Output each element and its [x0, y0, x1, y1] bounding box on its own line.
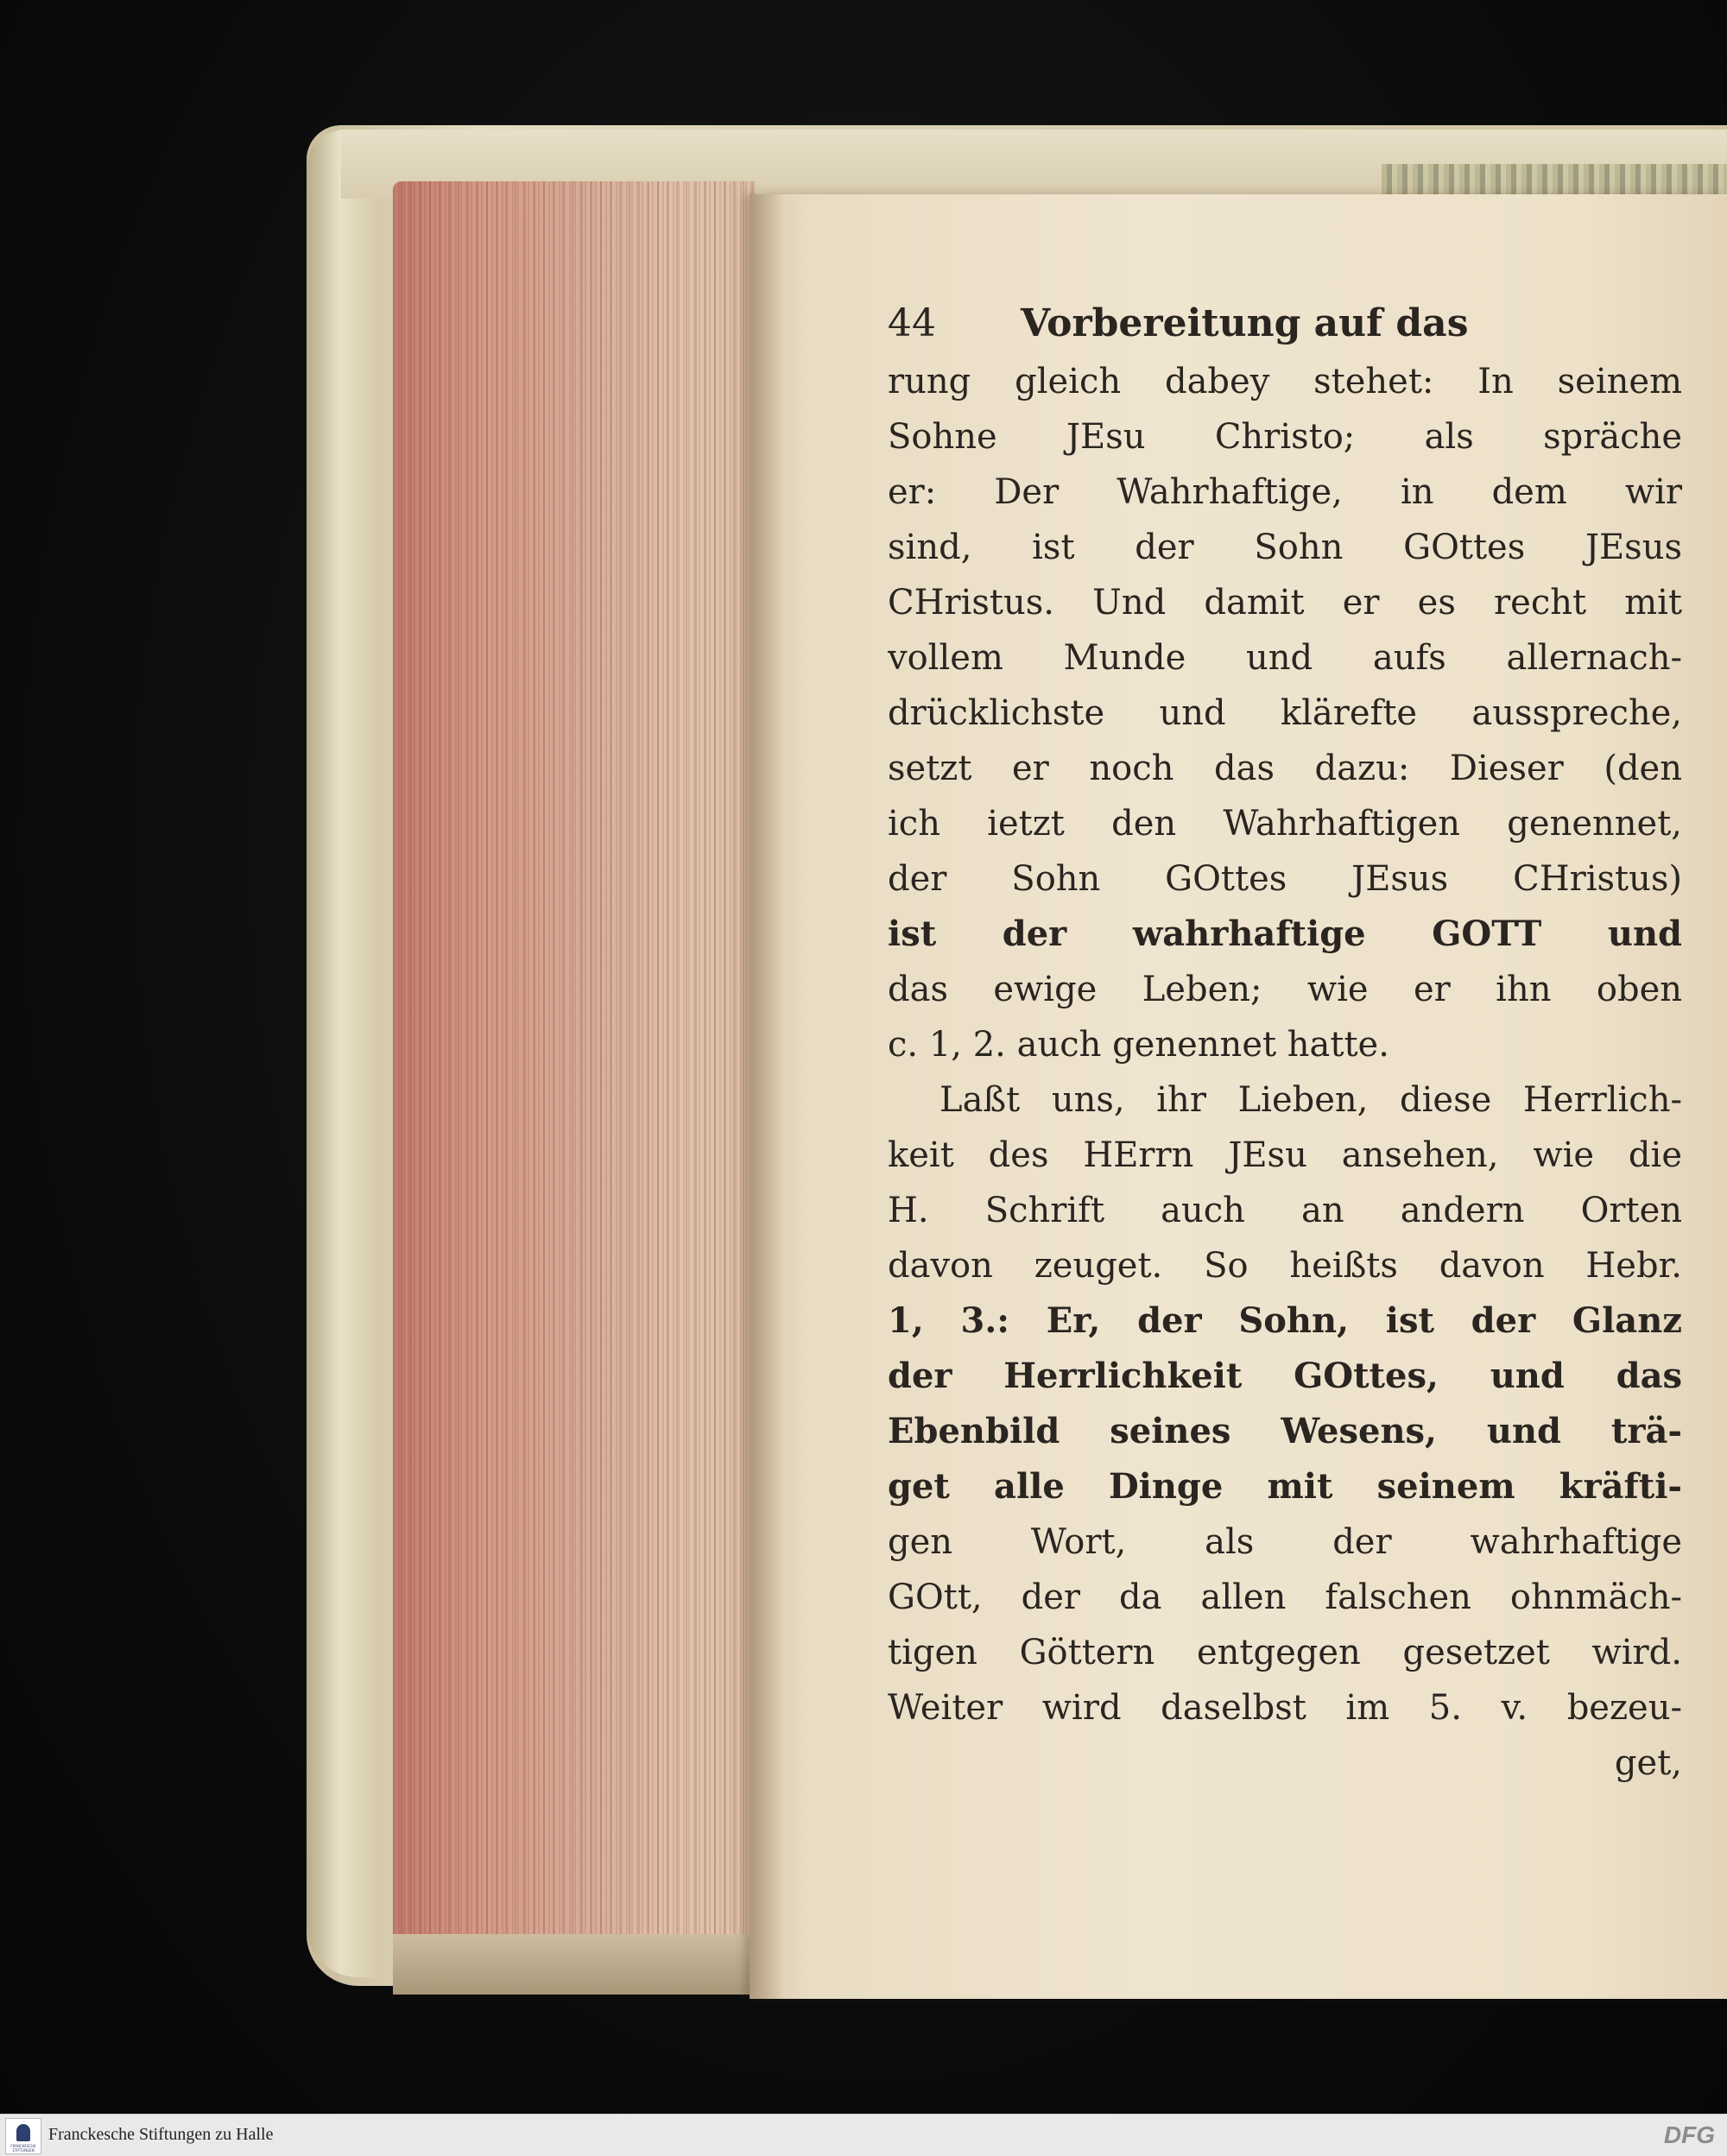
- text-line: er: Der Wahrhaftige, in dem wir: [888, 472, 1682, 512]
- text-line: Laßt uns, ihr Lieben, diese Herrlich-: [939, 1080, 1682, 1120]
- text-line: get alle Dinge mit seinem kräfti-: [888, 1466, 1682, 1507]
- text-line: ich ietzt den Wahrhaftigen genennet,: [888, 804, 1682, 844]
- dfg-badge: DFG: [1663, 2121, 1715, 2148]
- text-line: c. 1, 2. auch genennet hatte.: [888, 1025, 1389, 1065]
- page-header: [888, 294, 1682, 354]
- text-line: CHristus. Und damit er es recht mit: [888, 583, 1682, 623]
- catchword: get,: [1614, 1743, 1682, 1783]
- text-line: davon zeuget. So heißts davon Hebr.: [888, 1246, 1682, 1286]
- text-line: gen Wort, als der wahrhaftige: [888, 1522, 1682, 1562]
- logo-caption: FRANCKESCHE STIFTUNGEN: [10, 2144, 36, 2153]
- page-text-block: [888, 294, 1682, 1791]
- text-line: tigen Göttern entgegen gesetzet wird.: [888, 1633, 1682, 1672]
- page-fore-edge: [393, 181, 756, 1943]
- text-line: keit des HErrn JEsu ansehen, wie die: [888, 1135, 1682, 1175]
- institution-name: Franckesche Stiftungen zu Halle: [48, 2125, 274, 2144]
- text-line: der Herrlichkeit GOttes, und das: [888, 1356, 1682, 1396]
- text-line: vollem Munde und aufs allernach-: [888, 638, 1682, 678]
- gutter-shadow: [750, 194, 784, 1999]
- gilt-edge-decoration: [1382, 164, 1727, 199]
- page-number: 44: [888, 301, 936, 345]
- orphanage-logo-icon: [16, 2124, 30, 2141]
- text-line: Sohne JEsu Christo; als spräche: [888, 417, 1682, 457]
- book-page: [750, 194, 1727, 1999]
- text-line: setzt er noch das dazu: Dieser (den: [888, 749, 1682, 788]
- text-line: Weiter wird daselbst im 5. v. bezeu-: [888, 1688, 1682, 1728]
- text-line: H. Schrift auch an andern Orten: [888, 1191, 1682, 1230]
- text-line: 1, 3.: Er, der Sohn, ist der Glanz: [888, 1300, 1682, 1341]
- text-line: ist der wahrhaftige GOTT und: [888, 914, 1682, 954]
- book-spine: [307, 130, 380, 1977]
- text-line: rung gleich dabey stehet: In seinem: [888, 362, 1682, 401]
- text-line: sind, ist der Sohn GOttes JEsus: [888, 528, 1682, 567]
- institution-logo: [5, 2118, 41, 2154]
- text-line: der Sohn GOttes JEsus CHristus): [888, 859, 1682, 899]
- text-line: GOtt, der da allen falschen ohnmäch-: [888, 1577, 1682, 1617]
- viewer-footer: [0, 2114, 1727, 2156]
- text-line: drücklichste und klärefte ausspreche,: [888, 693, 1682, 733]
- text-line: Ebenbild seines Wesens, und trä-: [888, 1411, 1682, 1451]
- running-head: Vorbereitung auf das: [1021, 301, 1469, 345]
- page-block-bottom: [393, 1934, 756, 1995]
- text-line: das ewige Leben; wie er ihn oben: [888, 970, 1682, 1009]
